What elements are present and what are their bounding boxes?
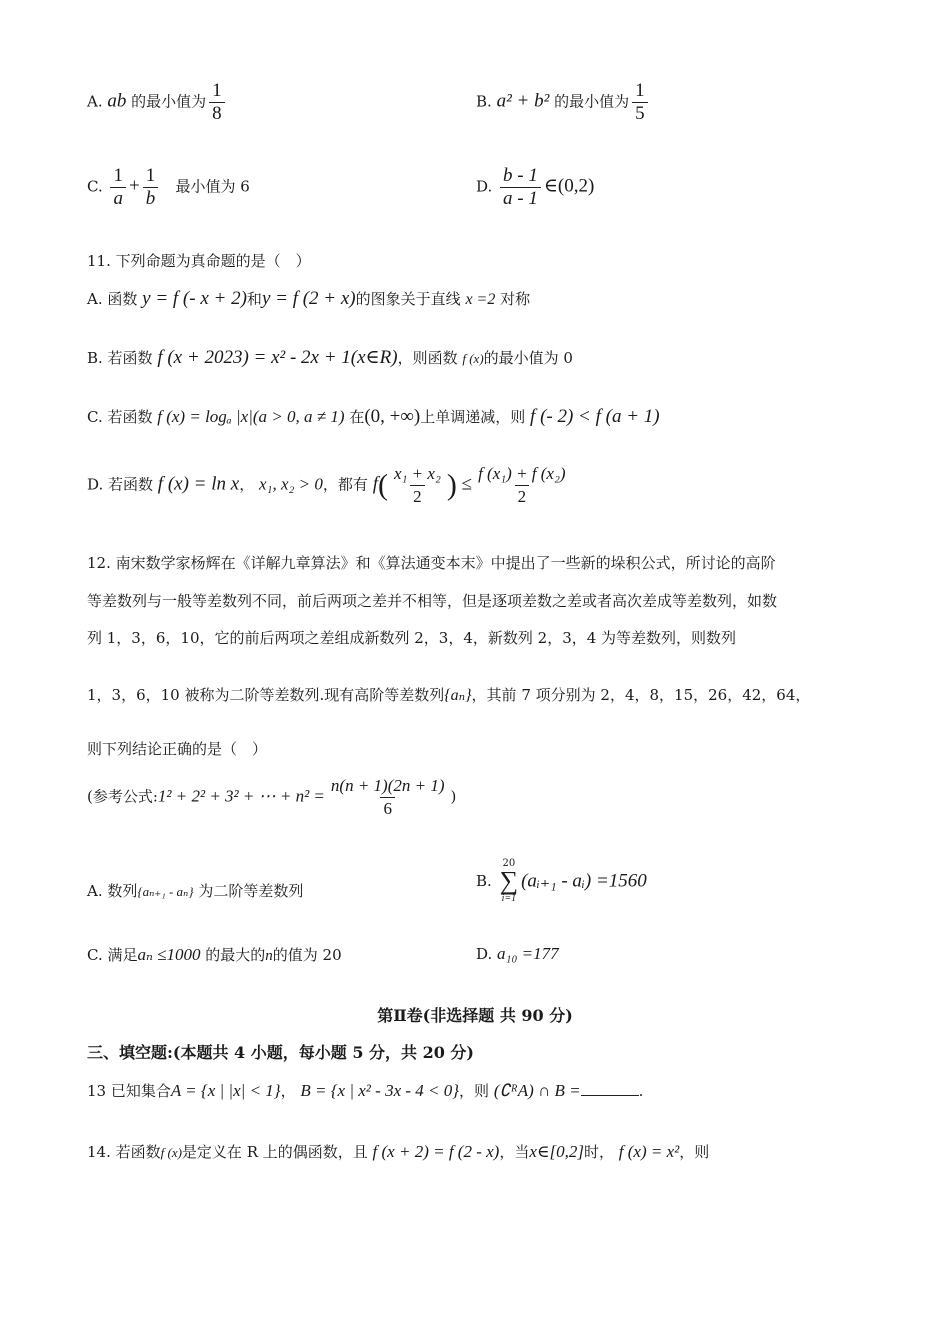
q12-option-b	[476, 858, 647, 904]
math-expr: A = {x | |x| < 1}	[170, 1081, 281, 1100]
option-label: C. 若函数	[87, 408, 158, 426]
plus-sign: +	[128, 175, 140, 197]
math-expr: (aᵢ₊₁ - aᵢ) =1560	[521, 870, 647, 892]
math-expr: {aₙ}	[444, 687, 472, 704]
q12-reference-formula	[87, 775, 456, 820]
frac-den: b	[143, 187, 159, 210]
math-expr: a₁₀ =177	[497, 944, 559, 963]
math-expr: ∈(0,2)	[543, 175, 595, 197]
q10-option-d	[476, 165, 594, 210]
math-expr: f	[372, 473, 378, 495]
fraction	[500, 165, 541, 210]
frac-num: 1	[212, 80, 222, 101]
frac-num: x₁ + x₂	[393, 464, 441, 483]
option-label: D.	[476, 945, 498, 963]
option-label: C. 满足	[87, 946, 138, 964]
math-expr: {aₙ₊₁ - aₙ}	[137, 884, 194, 899]
math-expr: f (x)	[462, 351, 484, 366]
option-text: 的最大的	[205, 946, 266, 964]
question-text: .	[638, 1082, 644, 1100]
option-label: C.	[87, 177, 108, 196]
frac-num: b - 1	[503, 165, 538, 186]
option-text: 和	[246, 290, 262, 308]
q10-option-b	[476, 80, 651, 125]
section-3-title: 三、填空题:(本题共 4 小题，每小题 5 分，共 20 分)	[87, 1043, 475, 1062]
option-text: 的最小值为	[131, 92, 207, 111]
frac-den: 6	[380, 797, 395, 820]
answer-blank[interactable]	[581, 1081, 639, 1096]
frac-den: 2	[515, 485, 530, 508]
ref-end: )	[450, 787, 457, 806]
fraction	[475, 463, 568, 508]
question-text: 是定义在 R 上的偶函数，且	[181, 1143, 368, 1161]
math-expr: B = {x | x² - 3x - 4 < 0}	[300, 1081, 460, 1100]
math-expr: (0, +∞)	[364, 406, 421, 427]
math-expr: aₙ ≤1000	[137, 945, 201, 964]
fraction	[632, 80, 648, 125]
summation	[500, 858, 519, 904]
frac-den: 5	[632, 102, 648, 125]
option-label: D. 若函数	[87, 475, 158, 494]
q12-line-2: 等差数列与一般等差数列不同，前后两项之差并不相等，但是逐项差数之差或者高次差成等差数列，如数	[87, 592, 778, 610]
option-text: 上单调递减，则	[420, 408, 526, 426]
math-expr: f (x) = ln x	[157, 473, 240, 495]
sum-symbol: ∑	[499, 866, 519, 895]
frac-num: f (x₁) + f (x₂)	[478, 464, 566, 483]
q12-option-a	[87, 880, 303, 901]
option-text: ，则函数	[397, 349, 458, 367]
question-text: ，	[280, 1082, 296, 1100]
math-expr: f (x)	[160, 1145, 182, 1160]
q12-line-5: 则下列结论正确的是（ ）	[87, 740, 268, 758]
option-text: 的最小值为 0	[483, 349, 573, 367]
math-expr: ab	[107, 90, 127, 112]
math-expr: ≤	[461, 473, 473, 495]
q11-option-c	[87, 406, 660, 428]
q13	[87, 1080, 643, 1101]
option-text: 在	[349, 408, 365, 426]
option-text: 的最小值为	[554, 92, 630, 111]
question-text: 时，	[583, 1143, 614, 1161]
frac-num: 1	[635, 80, 645, 101]
fraction	[110, 165, 126, 210]
section-2-title: 第Ⅱ卷(非选择题 共 90 分)	[377, 1006, 573, 1025]
option-text: 的值为 20	[272, 946, 342, 964]
option-label: D.	[476, 177, 498, 196]
option-text: 最小值为 6	[175, 177, 250, 196]
math-expr: (∁ᴿA) ∩ B =	[493, 1081, 581, 1100]
math-expr: y = f (- x + 2)	[142, 288, 247, 309]
frac-den: 8	[209, 102, 225, 125]
math-expr: f (x) = logₐ |x|(a > 0, a ≠ 1)	[157, 407, 345, 426]
option-text: ，	[239, 475, 255, 494]
fraction	[391, 463, 444, 508]
option-text: 为二阶等差数列	[198, 882, 304, 900]
frac-den: a	[110, 187, 126, 210]
option-label: B. 若函数	[87, 349, 158, 367]
q12-text: ，其前 7 项分别为 2，4，8，15，26，42，64，	[471, 686, 811, 704]
frac-num: n(n + 1)(2n + 1)	[330, 776, 445, 795]
question-label: 14. 若函数	[87, 1143, 161, 1161]
option-text: ，都有	[322, 475, 368, 494]
q12-option-d	[476, 944, 559, 964]
math-expr: f (- 2) < f (a + 1)	[530, 406, 660, 427]
frac-num: 1	[145, 165, 156, 186]
option-label: B.	[476, 92, 497, 111]
math-expr: 1² + 2² + 3² + ⋯ + n² =	[157, 786, 325, 806]
q10-option-c	[87, 165, 250, 210]
math-expr: y = f (2 + x)	[261, 288, 356, 309]
math-expr: x =2	[465, 291, 496, 308]
option-text: 的图象关于直线	[355, 290, 461, 308]
q11-option-a	[87, 288, 530, 310]
frac-num: 1	[113, 165, 123, 186]
question-text: ，则	[679, 1143, 710, 1161]
fraction	[328, 775, 448, 820]
math-expr: n	[265, 948, 273, 964]
question-text: ，则	[459, 1082, 490, 1100]
sum-lower: i=1	[501, 893, 517, 904]
question-label: 13 已知集合	[87, 1082, 171, 1100]
q12-line-4	[87, 684, 810, 705]
q12-line-1: 12. 南宋数学家杨辉在《详解九章算法》和《算法通变本末》中提出了一些新的垛积公式，所讨论的高阶	[87, 554, 776, 572]
option-label: A.	[87, 92, 108, 111]
q10-option-a	[87, 80, 228, 125]
math-expr: x∈[0,2]	[529, 1142, 584, 1161]
q12-text: 1，3，6，10 被称为二阶等差数列.现有高阶等差数列	[87, 686, 445, 704]
q11-option-d: D. 若函数 f (x) = ln x， x₁, x₂ > 0，都有 f( $\frac{\text{x₁ + x₂}}{2}$ ) ≤ $\frac{\text{f (x₁) + f (x₂)}}{2}$	[87, 463, 572, 508]
math-expr: a² + b²	[496, 90, 550, 112]
q11-stem: 11. 下列命题为真命题的是（ ）	[87, 252, 311, 270]
fraction	[143, 165, 159, 210]
math-expr: f (x + 2023) = x² - 2x + 1(x∈R)	[157, 347, 398, 368]
math-expr: f (x + 2) = f (2 - x)	[372, 1142, 500, 1161]
q12-line-3: 列 1，3，6，10，它的前后两项之差组成新数列 2，3，4，新数列 2，3，4 为等差数列，则数列	[87, 629, 737, 647]
frac-den: a - 1	[500, 187, 541, 210]
fraction	[209, 80, 225, 125]
math-expr: f (x) = x²	[618, 1142, 680, 1161]
option-text: 对称	[500, 290, 531, 308]
sum-upper: 20	[502, 858, 516, 869]
q11-option-b	[87, 346, 573, 369]
frac-den: 2	[410, 485, 425, 508]
option-label: B.	[476, 872, 497, 890]
ref-label: (参考公式:	[87, 787, 158, 806]
option-label: A. 函数	[87, 290, 143, 308]
q14	[87, 1141, 709, 1162]
math-expr: x₁, x₂ > 0	[259, 474, 323, 494]
option-label: A. 数列	[87, 882, 138, 900]
question-text: ，当	[499, 1143, 530, 1161]
q12-option-c	[87, 944, 342, 965]
